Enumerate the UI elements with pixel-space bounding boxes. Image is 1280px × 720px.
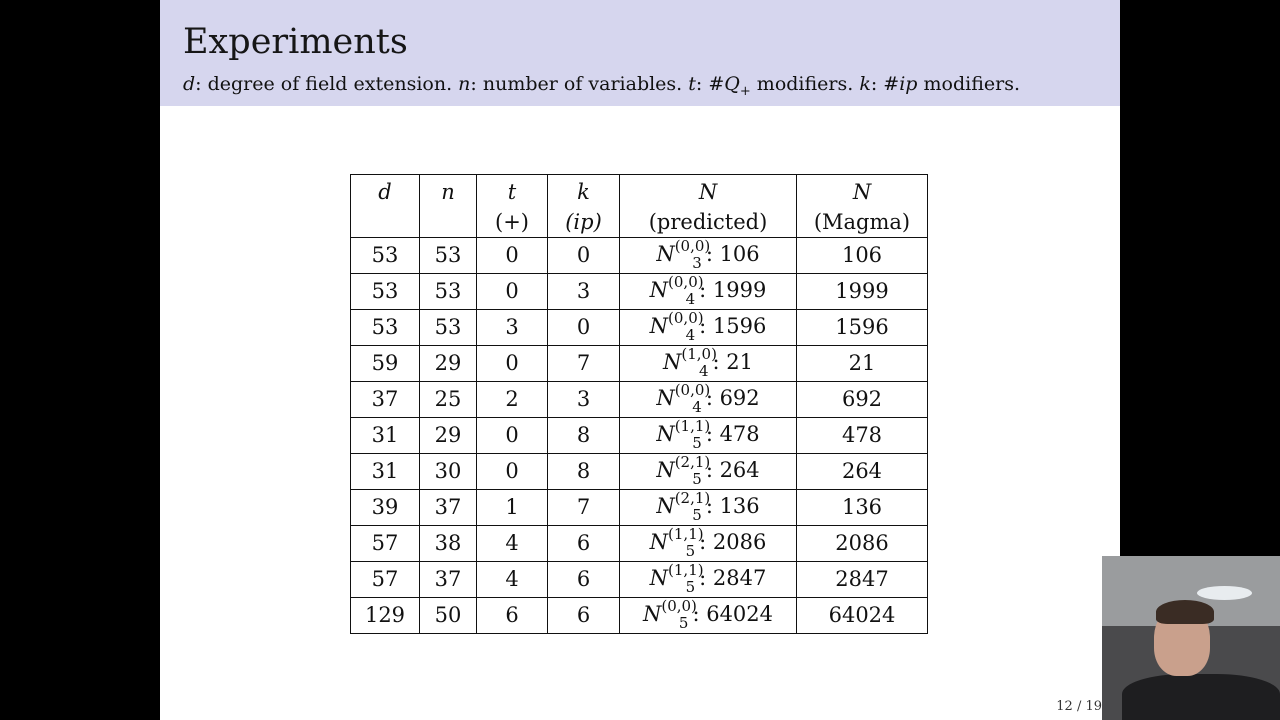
n-symbol: N bbox=[656, 422, 675, 446]
n-symbol: N bbox=[656, 386, 675, 410]
predicted-superscript: (1,1) bbox=[674, 417, 711, 435]
cell-k: 3 bbox=[548, 382, 620, 418]
table-row bbox=[351, 346, 928, 382]
cell-n: 53 bbox=[420, 238, 477, 274]
cell-magma: 264 bbox=[797, 454, 928, 490]
predicted-value: : 692 bbox=[705, 386, 760, 410]
n-symbol: N bbox=[642, 602, 662, 626]
d-description: : degree of field extension. bbox=[195, 73, 453, 95]
slide-title: Experiments bbox=[183, 22, 408, 62]
cell-d: 53 bbox=[351, 310, 420, 346]
table-row bbox=[351, 238, 928, 274]
predicted-superscript: (1,1) bbox=[668, 561, 704, 579]
predicted-superscript: (0,0) bbox=[661, 597, 697, 615]
header-t: t (+) bbox=[477, 175, 548, 238]
t-description-post: modifiers. bbox=[750, 73, 854, 95]
k-description-pre: : # bbox=[870, 73, 900, 95]
header-magma: N (Magma) bbox=[797, 175, 928, 238]
cell-k: 0 bbox=[548, 238, 620, 274]
predicted-subscript: 5 bbox=[678, 614, 689, 632]
predicted-superscript: (1,1) bbox=[668, 525, 704, 543]
cell-k: 7 bbox=[548, 346, 620, 382]
table-row bbox=[351, 490, 928, 526]
var-n: n bbox=[458, 73, 471, 95]
cell-magma: 2847 bbox=[797, 562, 928, 598]
predicted-value: : 264 bbox=[705, 458, 760, 482]
cell-d: 53 bbox=[351, 238, 420, 274]
predicted-subscript: 3 bbox=[692, 254, 702, 272]
cell-predicted bbox=[620, 562, 797, 598]
n-symbol: N bbox=[649, 278, 669, 302]
table-body bbox=[351, 238, 928, 634]
cell-predicted bbox=[620, 274, 797, 310]
cell-predicted bbox=[620, 454, 797, 490]
cell-predicted bbox=[620, 346, 797, 382]
cell-magma: 106 bbox=[797, 238, 928, 274]
cell-t: 2 bbox=[477, 382, 548, 418]
cell-t: 0 bbox=[477, 454, 548, 490]
cell-n: 53 bbox=[420, 274, 477, 310]
cell-t: 4 bbox=[477, 562, 548, 598]
cell-magma: 478 bbox=[797, 418, 928, 454]
cell-predicted bbox=[620, 382, 797, 418]
n-symbol: N bbox=[656, 242, 675, 266]
predicted-value: : 2847 bbox=[699, 566, 767, 590]
cell-k: 6 bbox=[548, 562, 620, 598]
cell-t: 0 bbox=[477, 238, 548, 274]
n-symbol: N bbox=[656, 458, 675, 482]
predicted-value: : 1999 bbox=[699, 278, 767, 302]
webcam-overlay bbox=[1102, 556, 1280, 720]
cell-n: 25 bbox=[420, 382, 477, 418]
predicted-superscript: (1,0) bbox=[681, 345, 717, 363]
slide bbox=[160, 0, 1120, 720]
cell-d: 59 bbox=[351, 346, 420, 382]
k-description-post: modifiers. bbox=[917, 73, 1021, 95]
cell-t: 3 bbox=[477, 310, 548, 346]
predicted-value: : 2086 bbox=[699, 530, 767, 554]
table-row bbox=[351, 562, 928, 598]
cell-t: 0 bbox=[477, 418, 548, 454]
cell-magma: 21 bbox=[797, 346, 928, 382]
cell-magma: 1999 bbox=[797, 274, 928, 310]
header-k: k (ip) bbox=[548, 175, 620, 238]
cell-magma: 2086 bbox=[797, 526, 928, 562]
predicted-subscript: 5 bbox=[692, 434, 702, 452]
cell-t: 0 bbox=[477, 274, 548, 310]
n-symbol: N bbox=[649, 530, 669, 554]
predicted-superscript: (0,0) bbox=[668, 273, 704, 291]
cell-d: 57 bbox=[351, 526, 420, 562]
cell-n: 37 bbox=[420, 490, 477, 526]
cell-n: 29 bbox=[420, 418, 477, 454]
predicted-superscript: (2,1) bbox=[674, 489, 711, 507]
n-symbol: N bbox=[649, 314, 669, 338]
predicted-subscript: 4 bbox=[692, 398, 702, 416]
header-d: d bbox=[351, 175, 420, 238]
cell-d: 129 bbox=[351, 598, 420, 634]
cell-n: 30 bbox=[420, 454, 477, 490]
cell-t: 0 bbox=[477, 346, 548, 382]
predicted-value: : 1596 bbox=[699, 314, 767, 338]
predicted-subscript: 5 bbox=[692, 506, 702, 524]
webcam-presenter-hair bbox=[1156, 600, 1214, 624]
table-row bbox=[351, 526, 928, 562]
cell-magma: 692 bbox=[797, 382, 928, 418]
n-symbol: N bbox=[649, 566, 669, 590]
table-row bbox=[351, 382, 928, 418]
predicted-subscript: 4 bbox=[698, 362, 709, 380]
cell-n: 53 bbox=[420, 310, 477, 346]
table-row bbox=[351, 274, 928, 310]
cell-d: 39 bbox=[351, 490, 420, 526]
predicted-value: : 106 bbox=[705, 242, 760, 266]
cell-n: 37 bbox=[420, 562, 477, 598]
cell-predicted bbox=[620, 526, 797, 562]
t-symbol-sub: + bbox=[739, 83, 751, 99]
cell-n: 38 bbox=[420, 526, 477, 562]
cell-predicted bbox=[620, 598, 797, 634]
cell-d: 31 bbox=[351, 418, 420, 454]
predicted-superscript: (2,1) bbox=[674, 453, 711, 471]
cell-k: 6 bbox=[548, 526, 620, 562]
cell-n: 50 bbox=[420, 598, 477, 634]
n-symbol: N bbox=[663, 350, 682, 374]
predicted-subscript: 5 bbox=[685, 542, 696, 560]
cell-k: 0 bbox=[548, 310, 620, 346]
table-row bbox=[351, 454, 928, 490]
cell-d: 53 bbox=[351, 274, 420, 310]
predicted-value: : 64024 bbox=[692, 602, 774, 626]
cell-d: 37 bbox=[351, 382, 420, 418]
cell-k: 8 bbox=[548, 418, 620, 454]
n-symbol: N bbox=[656, 494, 675, 518]
predicted-subscript: 5 bbox=[692, 470, 702, 488]
t-symbol: Q bbox=[724, 73, 740, 95]
table-row bbox=[351, 310, 928, 346]
page-number: 12 / 19 bbox=[1056, 699, 1102, 714]
cell-d: 57 bbox=[351, 562, 420, 598]
cell-k: 8 bbox=[548, 454, 620, 490]
cell-k: 6 bbox=[548, 598, 620, 634]
table-row bbox=[351, 598, 928, 634]
slide-subtitle bbox=[183, 73, 1020, 99]
cell-predicted bbox=[620, 490, 797, 526]
cell-d: 31 bbox=[351, 454, 420, 490]
cell-predicted bbox=[620, 310, 797, 346]
experiments-table bbox=[350, 174, 928, 634]
cell-predicted bbox=[620, 238, 797, 274]
var-k: k bbox=[859, 73, 871, 95]
predicted-superscript: (0,0) bbox=[674, 381, 711, 399]
cell-magma: 1596 bbox=[797, 310, 928, 346]
cell-n: 29 bbox=[420, 346, 477, 382]
var-t: t bbox=[688, 73, 696, 95]
header-predicted: N (predicted) bbox=[620, 175, 797, 238]
cell-t: 4 bbox=[477, 526, 548, 562]
k-symbol: ip bbox=[899, 73, 918, 95]
cell-t: 1 bbox=[477, 490, 548, 526]
predicted-value: : 478 bbox=[705, 422, 760, 446]
predicted-value: : 136 bbox=[705, 494, 760, 518]
webcam-light bbox=[1197, 586, 1252, 600]
cell-magma: 136 bbox=[797, 490, 928, 526]
predicted-value: : 21 bbox=[712, 350, 753, 374]
n-description: : number of variables. bbox=[470, 73, 683, 95]
header-n: n bbox=[420, 175, 477, 238]
table-row bbox=[351, 418, 928, 454]
var-d: d bbox=[183, 73, 196, 95]
predicted-subscript: 4 bbox=[685, 290, 696, 308]
slide-header bbox=[160, 0, 1120, 106]
predicted-superscript: (0,0) bbox=[668, 309, 704, 327]
cell-k: 3 bbox=[548, 274, 620, 310]
webcam-presenter-body bbox=[1122, 674, 1280, 720]
cell-magma: 64024 bbox=[797, 598, 928, 634]
cell-t: 6 bbox=[477, 598, 548, 634]
predicted-superscript: (0,0) bbox=[674, 237, 711, 255]
predicted-subscript: 4 bbox=[685, 326, 696, 344]
predicted-subscript: 5 bbox=[685, 578, 696, 596]
table-header-row bbox=[351, 175, 928, 238]
cell-k: 7 bbox=[548, 490, 620, 526]
t-description-pre: : # bbox=[695, 73, 725, 95]
cell-predicted bbox=[620, 418, 797, 454]
